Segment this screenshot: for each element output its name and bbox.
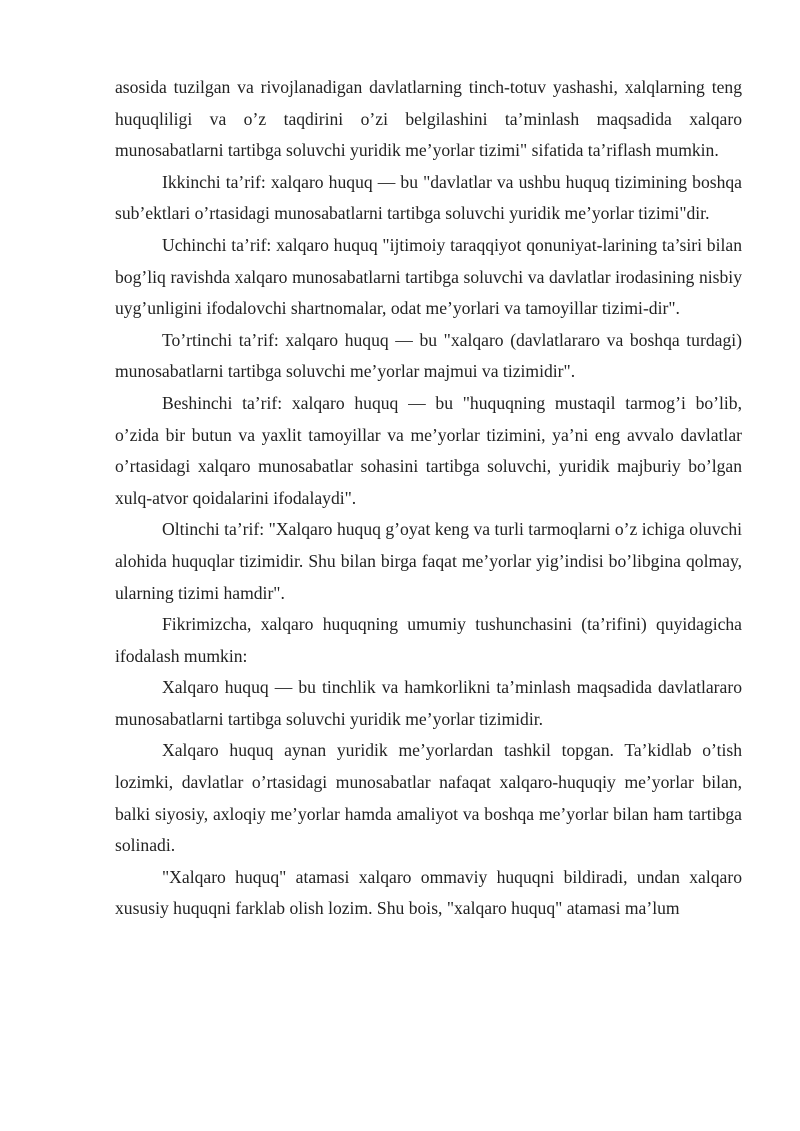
document-body [115,72,742,925]
paragraph-general-definition: Xalqaro huquq — bu tinchlik va hamkorlikni ta’minlash maqsadida davlatlararo munosabatlarni tartibga soluvchi yuridik me’yorlar tizimidir. [115,677,742,729]
paragraph-continuation: asosida tuzilgan va rivojlanadigan davlatlarning tinch-totuv yashashi, xalqlarning teng huquqliligi va o’z taqdirini o’zi belgilashini ta’minlash maqsadida xalqaro munosabatlarni tartibga soluvchi yuridik me’yorlar tizimi" sifatida ta’riflash mumkin. [115,77,742,161]
paragraph-term-usage: "Xalqaro huquq" atamasi xalqaro ommaviy huquqni bildiradi, undan xalqaro xususiy huquqni farklab olish lozim. Shu bois, "xalqaro huquq" atamasi ma’lum [115,866,742,919]
paragraph-fourth-definition: To’rtinchi ta’rif: xalqaro huquq — bu "xalqaro (davlatlararo va boshqa turdagi) munosabatlarni tartibga soluvchi me’yorlar majmui va tizimidir". [115,329,742,382]
paragraph-legal-norms: Xalqaro huquq aynan yuridik me’yorlardan tashkil topgan. Ta’kidlab o’tish lozimki, davlatlar o’rtasidagi munosabatlar nafaqat xalqaro-huquqiy me’yorlar bilan, balki siyosiy, axloqiy me’yorlar hamda amaliyot va boshqa me’yorlar bilan ham tartibga solinadi. [115,740,742,856]
paragraph-sixth-definition: Oltinchi ta’rif: "Xalqaro huquq g’oyat keng va turli tarmoqlarni o’z ichiga oluvchi alohida huquqlar tizimidir. Shu bilan birga faqat me’yorlar yig’indisi bo’libgina qolmay, ularning tizimi hamdir". [115,519,742,603]
paragraph-second-definition: Ikkinchi ta’rif: xalqaro huquq — bu "davlatlar va ushbu huquq tizimining boshqa sub’ektlari o’rtasidagi munosabatlarni tartibga soluvchi yuridik me’yorlar tizimi"dir. [115,171,742,224]
paragraph-fifth-definition: Beshinchi ta’rif: xalqaro huquq — bu "huquqning mustaqil tarmog’i bo’lib, o’zida bir butun va yaxlit tamoyillar va me’yorlar tizimini, ya’ni eng avvalo davlatlar o’rtasidagi xalqaro munosabatlar sohasini tartibga soluvchi, yuridik majburiy bo’lgan xulq-atvor qoidalarini ifodalaydi". [115,392,742,508]
paragraph-third-definition: Uchinchi ta’rif: xalqaro huquq "ijtimoiy taraqqiyot qonuniyat-larining ta’siri bilan bog’liq ravishda xalqaro munosabatlarni tartibga soluvchi va davlatlar irodasining nisbiy uyg’unligini ifodalovchi shartnomalar, odat me’yorlari va tamoyillar tizimi-dir". [115,234,742,319]
paragraph-author-opinion: Fikrimizcha, xalqaro huquqning umumiy tushunchasini (ta’rifini) quyidagicha ifodalash mumkin: [115,614,742,666]
